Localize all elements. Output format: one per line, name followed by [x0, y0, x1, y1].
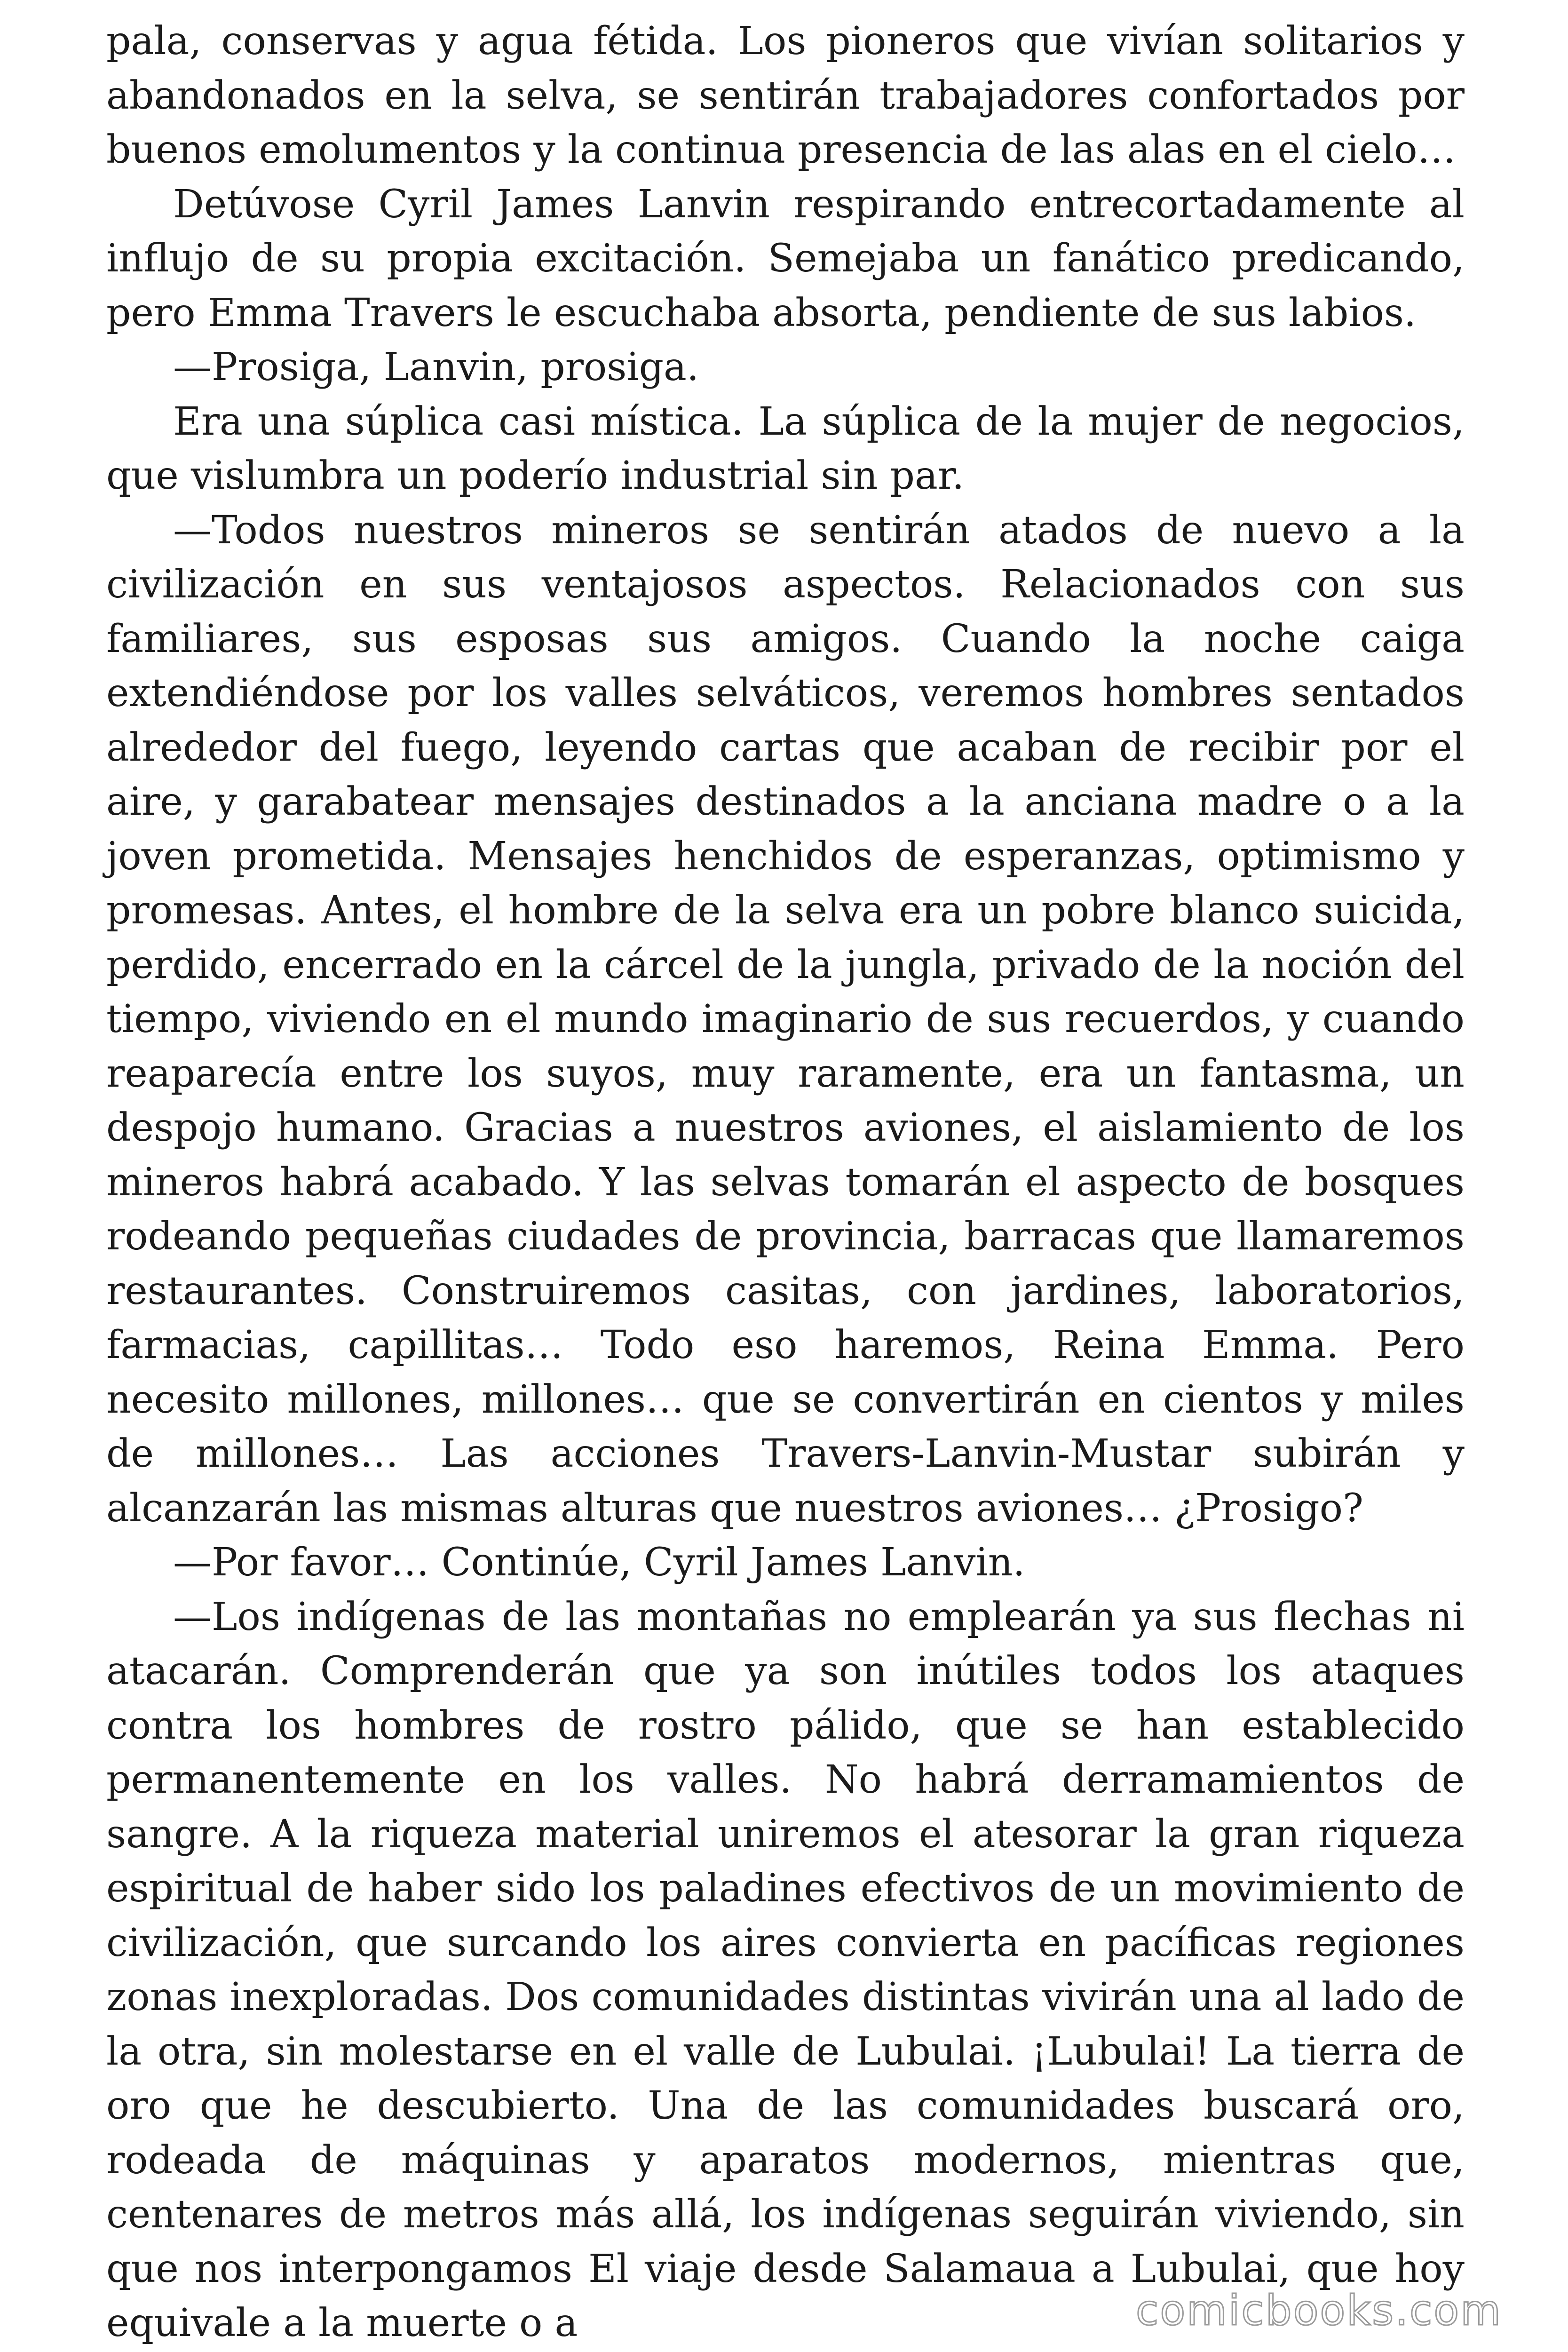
paragraph: Detúvose Cyril James Lanvin respirando entrecortadamente al influjo de su propia excitación. Semejaba un fanático predicando, pero Emma Travers le escuchaba absorta, pendiente de sus labios.: [106, 182, 1465, 335]
paragraph: —Prosiga, Lanvin, prosiga.: [173, 345, 699, 389]
watermark: comicbooks.com: [1135, 2286, 1502, 2335]
page-text: [106, 14, 1465, 2351]
paragraph: Era una súplica casi mística. La súplica de la mujer de negocios, que vislumbra un poderío industrial sin par.: [106, 399, 1465, 498]
paragraph: —Los indígenas de las montañas no emplearán ya sus flechas ni atacarán. Comprenderán que ya son inútiles todos los ataques contra los hombres de rostro pálido, que se han establecido permanentemente en los valles. No habrá derramamientos de sangre. A la riqueza material uniremos el atesorar la gran riqueza espiritual de haber sido los paladines efectivos de un movimiento de civilización, que surcando los aires convierta en pacíficas regiones zonas inexploradas. Dos comunidades distintas vivirán una al lado de la otra, sin molestarse en el valle de Lubulai. ¡Lubulai! La tierra de oro que he descubierto. Una de las comunidades buscará oro, rodeada de máquinas y aparatos modernos, mientras que, centenares de metros más allá, los indígenas seguirán viviendo, sin que nos interpongamos El viaje desde Salamaua a Lubulai, que hoy equivale a la muerte o a: [106, 1594, 1465, 2345]
paragraph: —Todos nuestros mineros se sentirán atados de nuevo a la civilización en sus ventajosos aspectos. Relacionados con sus familiares, sus esposas sus amigos. Cuando la noche caiga extendiéndose por los valles selváticos, veremos hombres sentados alrededor del fuego, leyendo cartas que acaban de recibir por el aire, y garabatear mensajes destinados a la anciana madre o a la joven prometida. Mensajes henchidos de esperanzas, optimismo y promesas. Antes, el hombre de la selva era un pobre blanco suicida, perdido, encerrado en la cárcel de la jungla, privado de la noción del tiempo, viviendo en el mundo imaginario de sus recuerdos, y cuando reaparecía entre los suyos, muy raramente, era un fantasma, un despojo humano. Gracias a nuestros aviones, el aislamiento de los mineros habrá acabado. Y las selvas tomarán el aspecto de bosques rodeando pequeñas ciudades de provincia, barracas que llamaremos restaurantes. Construiremos casitas, con jardines, laboratorios, farmacias, capillitas… Todo eso haremos, Reina Emma. Pero necesito millones, millones… que se convertirán en cientos y miles de millones… Las acciones Travers-Lanvin-Mustar subirán y alcanzarán las mismas alturas que nuestros aviones… ¿Prosigo?: [106, 508, 1465, 1531]
paragraph: pala, conservas y agua fétida. Los pioneros que vivían solitarios y abandonados en la selva, se sentirán trabajadores confortados por buenos emolumentos y la continua presencia de las alas en el cielo…: [106, 19, 1465, 172]
paragraph: —Por favor… Continúe, Cyril James Lanvin.: [173, 1540, 1025, 1585]
